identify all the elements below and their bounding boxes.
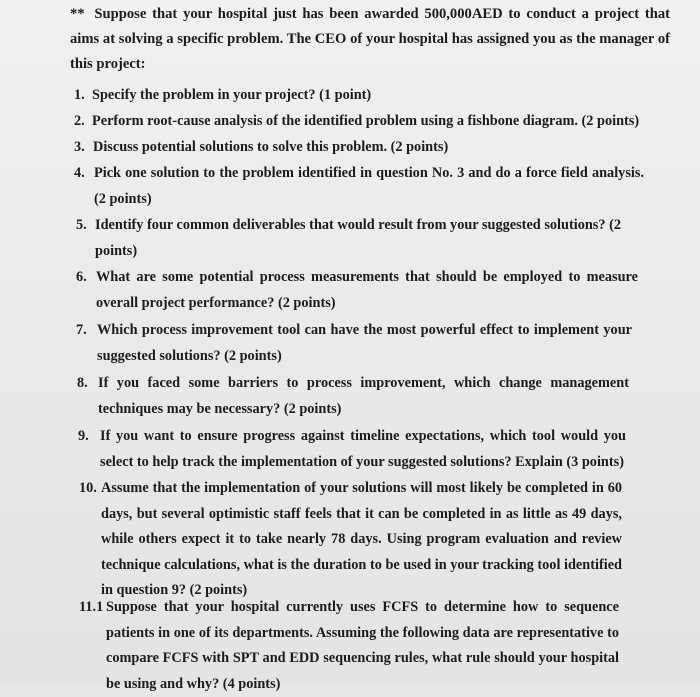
question-item xyxy=(79,595,619,697)
question-item xyxy=(74,161,644,212)
question-text: Discuss potential solutions to solve this problem. (2 points) xyxy=(93,139,449,155)
question-item xyxy=(76,265,638,316)
question-item xyxy=(78,424,626,475)
question-item xyxy=(79,476,622,604)
question-number: 5. xyxy=(76,217,87,233)
question-text: Identify four common deliverables that would result from your suggested solutions? (2 points) xyxy=(95,217,621,259)
question-item xyxy=(74,83,374,109)
question-text: If you faced some barriers to process improvement, which change management techniques may be necessary? (2 points) xyxy=(98,375,629,417)
question-number: 8. xyxy=(77,375,88,391)
question-text: Which process improvement tool can have the most powerful effect to implement your suggested solutions? (2 points) xyxy=(97,322,632,364)
question-item xyxy=(77,371,629,422)
question-text: Assume that the implementation of your solutions will most likely be completed in 60 days, but several optimistic staff feels that it can be completed in as little as 49 days, while others expect it to take nearly 78 days. Using program evaluation and review technique calculations, what is the duration to be used in your tracking tool identified in question 9? (2 points) xyxy=(101,480,622,598)
question-text: What are some potential process measurements that should be employed to measure overall project performance? (2 points) xyxy=(96,269,638,311)
question-text: If you want to ensure progress against timeline expectations, which tool would you select to help track the implementation of your suggested solutions? Explain (3 points) xyxy=(100,428,626,470)
question-text: Perform root-cause analysis of the identified problem using a fishbone diagram. (2 points) xyxy=(92,113,640,129)
question-number: 7. xyxy=(76,322,87,338)
question-item xyxy=(76,318,632,369)
question-number: 6. xyxy=(76,269,87,285)
question-text: Pick one solution to the problem identified in question No. 3 and do a force field analysis. (2 points) xyxy=(94,165,644,207)
question-number: 4. xyxy=(74,165,85,181)
question-item xyxy=(76,213,621,264)
question-number: 10. xyxy=(79,480,97,496)
question-number: 11.1 xyxy=(79,599,104,615)
question-number: 1. xyxy=(74,87,85,103)
intro-stars: ** xyxy=(70,6,85,22)
question-number: 3. xyxy=(74,139,85,155)
question-item xyxy=(74,135,474,161)
intro-paragraph xyxy=(70,2,670,77)
intro-text: Suppose that your hospital just has been awarded 500,000AED to conduct a project that aims at solving a specific problem. The CEO of your hospital has assigned you as the manager of this project: xyxy=(70,6,670,72)
question-text: Suppose that your hospital currently uses FCFS to determine how to sequence patients in one of its departments. Assuming the following data are representative to compare FCFS with SPT and EDD sequencing rules, what rule should your hospital be using and why? (4 points) xyxy=(106,599,619,692)
question-number: 9. xyxy=(78,428,89,444)
question-number: 2. xyxy=(74,113,85,129)
question-text: Specify the problem in your project? (1 point) xyxy=(92,87,372,103)
question-item xyxy=(74,109,654,135)
